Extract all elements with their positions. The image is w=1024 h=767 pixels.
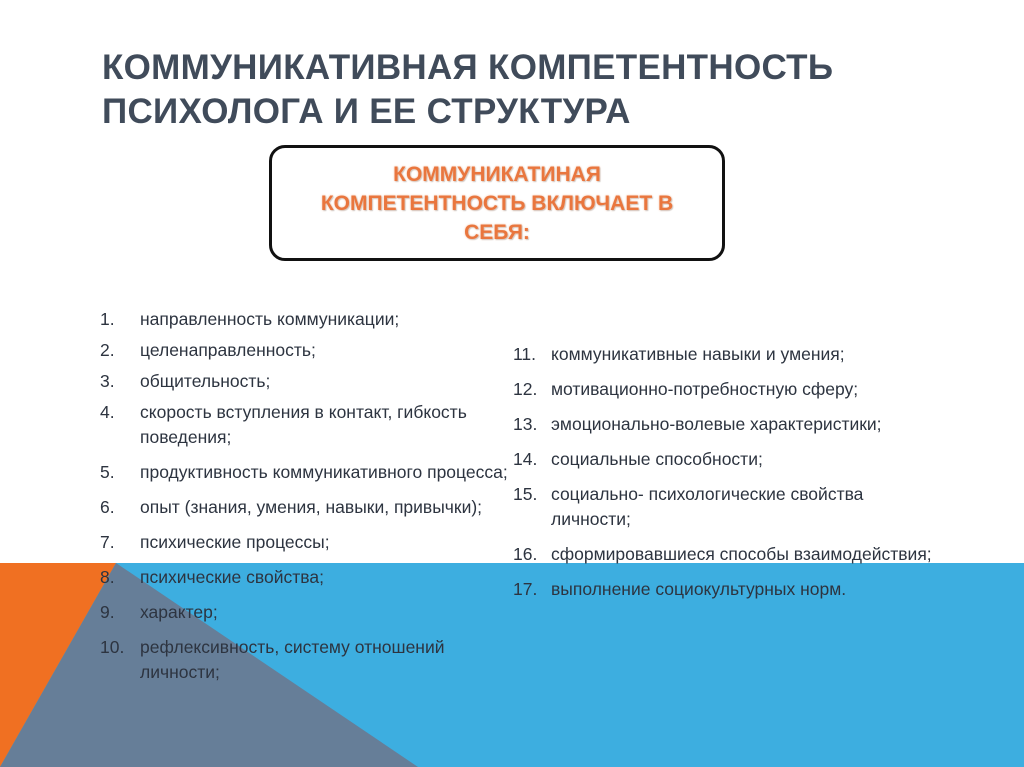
list-item — [100, 369, 512, 394]
list-item-number: 5. — [100, 462, 115, 482]
list-item-number: 15. — [513, 484, 538, 504]
list-item-number: 6. — [100, 497, 115, 517]
list-item-text: психические процессы; — [140, 532, 330, 552]
list-item-number: 11. — [513, 344, 537, 364]
list-item-number: 2. — [100, 340, 115, 360]
list-item-number: 9. — [100, 602, 115, 622]
list-item — [100, 460, 512, 485]
list-item-text: социальные способности; — [551, 449, 763, 469]
list-item-text: характер; — [140, 602, 218, 622]
list-item-number: 17. — [513, 579, 538, 599]
list-item-number: 16. — [513, 544, 538, 564]
list-item-text: скорость вступления в контакт, гибкость поведения; — [140, 402, 467, 447]
list-item — [100, 530, 512, 555]
list-item-number: 3. — [100, 371, 115, 391]
list-item — [100, 400, 512, 450]
list-item-text: эмоционально-волевые характеристики; — [551, 414, 882, 434]
list-item-number: 7. — [100, 532, 115, 552]
list-item — [513, 447, 933, 472]
list-item-text: психические свойства; — [140, 567, 324, 587]
callout-text: КОММУНИКАТИНАЯ КОМПЕТЕНТНОСТЬ ВКЛЮЧАЕТ В СЕБЯ: — [320, 162, 674, 244]
list-item-text: продуктивность коммуникативного процесса; — [140, 462, 508, 482]
list-item — [100, 307, 512, 332]
list-item-text: направленность коммуникации; — [140, 309, 400, 329]
list-item — [513, 542, 933, 567]
list-item — [513, 482, 933, 532]
list-item-number: 13. — [513, 414, 538, 434]
list-item-text: рефлексивность, систему отношений личности; — [140, 637, 445, 682]
callout-box — [269, 145, 725, 261]
list-item — [100, 600, 512, 625]
list-item-text: социально- психологические свойства личности; — [551, 484, 864, 529]
list-item-number: 1. — [100, 309, 115, 329]
list-item-text: общительность; — [140, 371, 271, 391]
list-item — [513, 577, 933, 602]
list-item-text: целенаправленность; — [140, 340, 316, 360]
component-list-right — [513, 342, 933, 612]
list-item — [513, 377, 933, 402]
list-item-text: опыт (знания, умения, навыки, привычки); — [140, 497, 483, 517]
list-item-number: 12. — [513, 379, 538, 399]
list-item — [100, 338, 512, 363]
list-item — [513, 412, 933, 437]
list-item — [100, 635, 512, 685]
list-item-text: мотивационно-потребностную сферу; — [551, 379, 859, 399]
list-item-number: 8. — [100, 567, 115, 587]
list-item-number: 14. — [513, 449, 538, 469]
list-item — [100, 565, 512, 590]
list-item-number: 4. — [100, 402, 115, 422]
list-item — [100, 495, 512, 520]
list-item-text: сформировавшиеся способы взаимодействия; — [551, 544, 932, 564]
list-item-text: коммуникативные навыки и умения; — [551, 344, 845, 364]
list-item — [513, 342, 933, 367]
list-item-number: 10. — [100, 637, 125, 657]
slide-title: КОММУНИКАТИВНАЯ КОМПЕТЕНТНОСТЬ ПСИХОЛОГА И ЕЕ СТРУКТУРА — [102, 48, 834, 131]
list-item-text: выполнение социокультурных норм. — [551, 579, 847, 599]
component-list-left — [100, 307, 512, 695]
